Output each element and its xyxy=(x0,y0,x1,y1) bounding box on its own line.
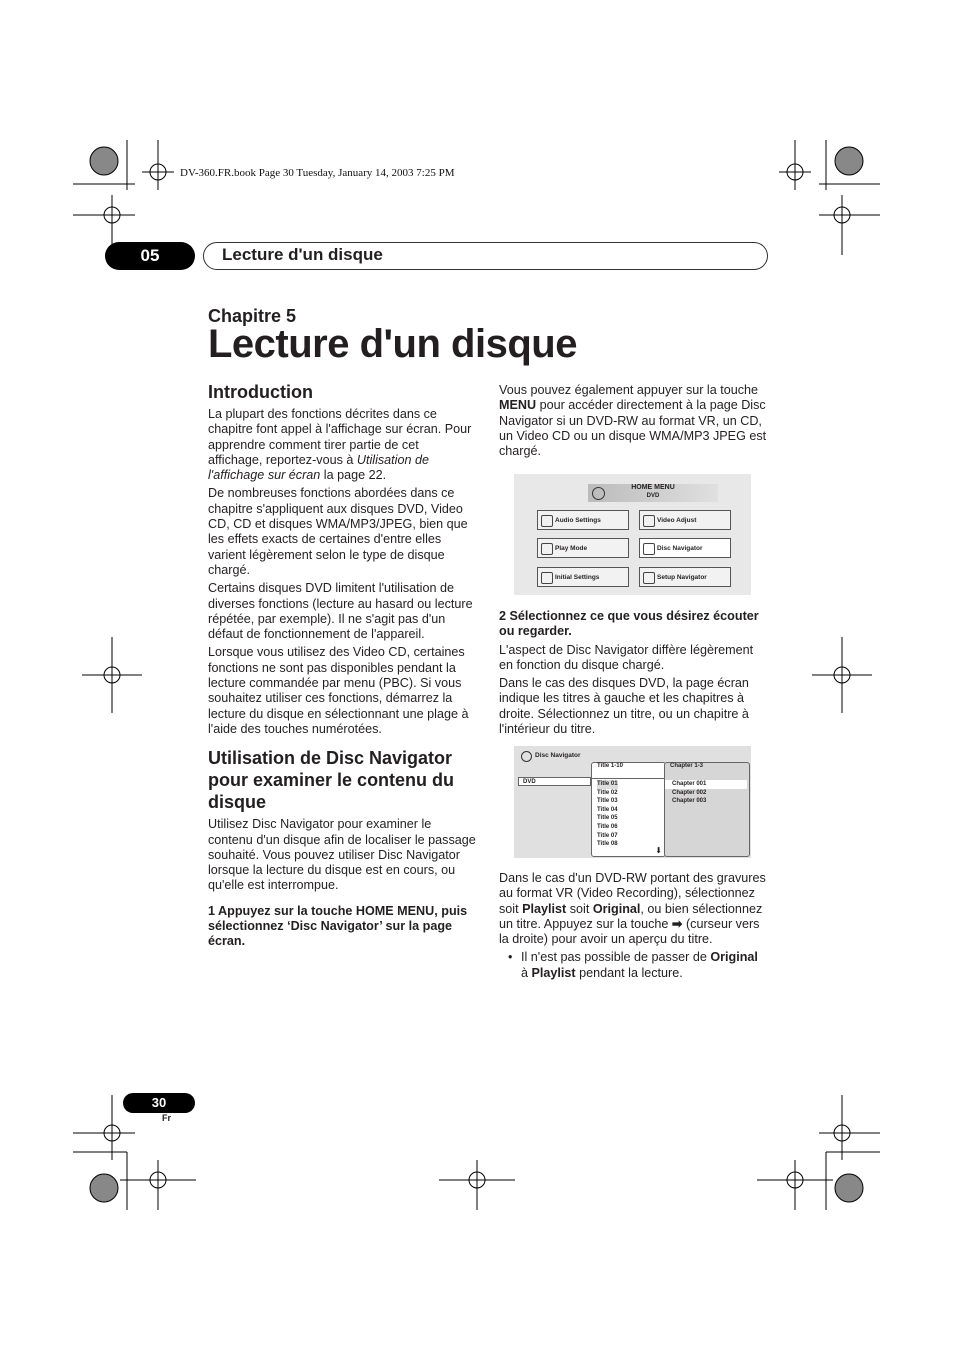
title-item[interactable]: Title 01 xyxy=(597,781,618,787)
chapter-label: Chapitre 5 xyxy=(208,306,297,326)
text: à xyxy=(521,965,532,980)
audio-settings-button[interactable] xyxy=(537,510,629,530)
intro-paragraph-1 xyxy=(208,407,476,483)
step-2: 2 Sélectionnez ce que vous désirez écouter ou regarder. xyxy=(499,609,759,639)
disc-icon xyxy=(521,751,532,762)
text: soit xyxy=(566,901,593,916)
text: , ou bien sélectionnez un titre. Appuyez sur la touche xyxy=(499,901,763,931)
play-mode-button[interactable] xyxy=(537,538,629,558)
home-menu-title xyxy=(588,484,718,502)
chapter-item[interactable]: Chapter 002 xyxy=(672,789,707,796)
right-column-middle xyxy=(499,609,767,740)
titles-panel[interactable] xyxy=(591,762,666,857)
page-number: 30 xyxy=(123,1093,195,1113)
initial-settings-button[interactable] xyxy=(537,567,629,587)
disc-navigator-paragraph: Utilisez Disc Navigator pour examiner le contenu d'un disque afin de localiser le passage souhaité. Vous pouvez utiliser Disc Navigator lorsque la lecture du disque est en cours, ou qu'elle est interrompue. xyxy=(208,817,476,893)
intro-paragraph-3: Certains disques DVD limitent l'utilisation de diverses fonctions (lecture au hasard ou lecture répétée, par exemple). Il ne s'agit pas d'un défaut de fonctionnement de l'appareil. xyxy=(208,581,473,642)
play-mode-icon xyxy=(541,543,553,555)
book-file-header: DV-360.FR.book Page 30 Tuesday, January 14, 2003 7:25 PM xyxy=(180,167,455,179)
title-item[interactable]: Title 07 xyxy=(597,832,618,839)
chapter-number-badge: 05 xyxy=(105,242,195,270)
text: Vous pouvez également appuyer sur la touche xyxy=(499,383,759,397)
disc-navigator-button[interactable] xyxy=(639,538,731,558)
page-title: Lecture d'un disque xyxy=(208,322,577,366)
playlist-term: Playlist xyxy=(522,901,567,916)
text: Dans le cas d'un DVD-RW portant des gravures au format VR (Video Recording), sélectionnez soit xyxy=(499,871,766,916)
disc-navigator-title: Disc Navigator xyxy=(535,752,581,759)
disc-icon xyxy=(592,487,605,500)
button-label: Disc Navigator xyxy=(657,545,703,552)
chapter-title-bar xyxy=(203,242,768,270)
bullet-note xyxy=(499,950,767,981)
video-icon xyxy=(643,515,655,527)
chapters-header: Chapter 1-3 xyxy=(670,763,704,769)
titles-list xyxy=(597,780,618,849)
setup-navigator-button[interactable] xyxy=(639,567,731,587)
title-item[interactable]: Title 05 xyxy=(597,815,618,822)
titles-header: Title 1-10 xyxy=(592,763,665,779)
original-term: Original xyxy=(710,950,758,965)
button-label: Initial Settings xyxy=(555,574,600,581)
chapters-list xyxy=(665,780,747,806)
menu-paragraph xyxy=(499,383,767,459)
text: La plupart des fonctions décrites dans ce chapitre font appel à l'affichage sur écran. Pour apprendre comment tirer partie de cet affichage, reportez-vous à xyxy=(208,407,472,467)
intro-heading: Introduction xyxy=(208,382,313,402)
disc-navigator-icon xyxy=(643,543,655,555)
playlist-term: Playlist xyxy=(531,965,576,980)
intro-paragraph-4: Lorsque vous utilisez des Video CD, certaines fonctions ne sont pas disponibles pendant la lecture commandée par menu (PBC). Si vous souhaitez utiliser ces fonctions, démarrez la lecture du disque en sélectionnant une plage à l'aide des touches numérotées. xyxy=(208,645,469,736)
button-label: Setup Navigator xyxy=(657,574,707,581)
video-adjust-button[interactable] xyxy=(639,510,731,530)
right-column-top xyxy=(499,383,767,462)
right-column-bottom xyxy=(499,871,767,984)
text: pour accéder directement à la page Disc Navigator si un DVD-RW au format VR, un CD, un Video CD ou un disque WMA/MP3 JPEG est chargé. xyxy=(499,398,767,459)
left-column xyxy=(208,381,476,953)
title-item[interactable]: Title 03 xyxy=(597,798,618,805)
home-menu-subtitle: DVD xyxy=(646,493,660,499)
title-item[interactable]: Title 02 xyxy=(597,789,618,796)
intro-paragraph-2: De nombreuses fonctions abordées dans ce chapitre s'appliquent aux disques DVD, Video CD, CD et disques WMA/MP3/JPEG, bien que les effets exacts de certaines d'entre elles varient légèrement selon le type de disque chargé. xyxy=(208,486,468,577)
text: pendant la lecture. xyxy=(575,965,683,980)
vr-format-paragraph xyxy=(499,871,767,947)
chapters-panel[interactable] xyxy=(664,762,750,857)
text: la page 22. xyxy=(320,468,387,483)
arrow-right-icon: ➡ xyxy=(671,916,683,931)
navigator-appearance-paragraph: L'aspect de Disc Navigator diffère légèrement en fonction du disque chargé. xyxy=(499,642,754,672)
step-1: 1 Appuyez sur la touche HOME MENU, puis sélectionnez ‘Disc Navigator’ sur la page écran. xyxy=(208,903,468,949)
title-item[interactable]: Title 08 xyxy=(597,841,618,848)
page-language: Fr xyxy=(162,1113,171,1123)
home-menu-title-text: HOME MENU xyxy=(631,484,675,491)
disc-navigator-screen xyxy=(514,746,751,858)
cross-reference: Utilisation de l'affichage sur écran xyxy=(208,452,429,483)
title-item[interactable]: Title 04 xyxy=(597,806,618,813)
text: Il n'est pas possible de passer de xyxy=(521,950,711,965)
dvd-titles-paragraph: Dans le cas des disques DVD, la page écran indique les titres à gauche et les chapitres à droite. Sélectionnez un titre, ou un chapitre à l'intérieur du titre. xyxy=(499,676,749,737)
setup-icon xyxy=(643,572,655,584)
disc-type-label: DVD xyxy=(518,777,591,786)
original-term: Original xyxy=(592,901,641,916)
settings-icon xyxy=(541,572,553,584)
button-label: Video Adjust xyxy=(657,517,697,524)
title-item[interactable]: Title 06 xyxy=(597,823,618,830)
scroll-down-icon[interactable]: ⬇ xyxy=(655,846,662,855)
disc-navigator-heading: Utilisation de Disc Navigator pour examiner le contenu du disque xyxy=(208,748,455,813)
chapter-item[interactable]: Chapter 001 xyxy=(665,780,747,789)
audio-icon xyxy=(541,515,553,527)
button-label: Audio Settings xyxy=(555,517,601,524)
chapter-item[interactable]: Chapter 003 xyxy=(672,798,707,805)
bullet-icon: • xyxy=(508,950,513,965)
button-label: Play Mode xyxy=(555,545,588,552)
text: (curseur vers la droite) pour avoir un aperçu du titre. xyxy=(499,916,760,947)
menu-key: MENU xyxy=(499,398,537,413)
home-menu-screen xyxy=(514,474,751,595)
chapter-bar-title: Lecture d'un disque xyxy=(222,245,383,264)
